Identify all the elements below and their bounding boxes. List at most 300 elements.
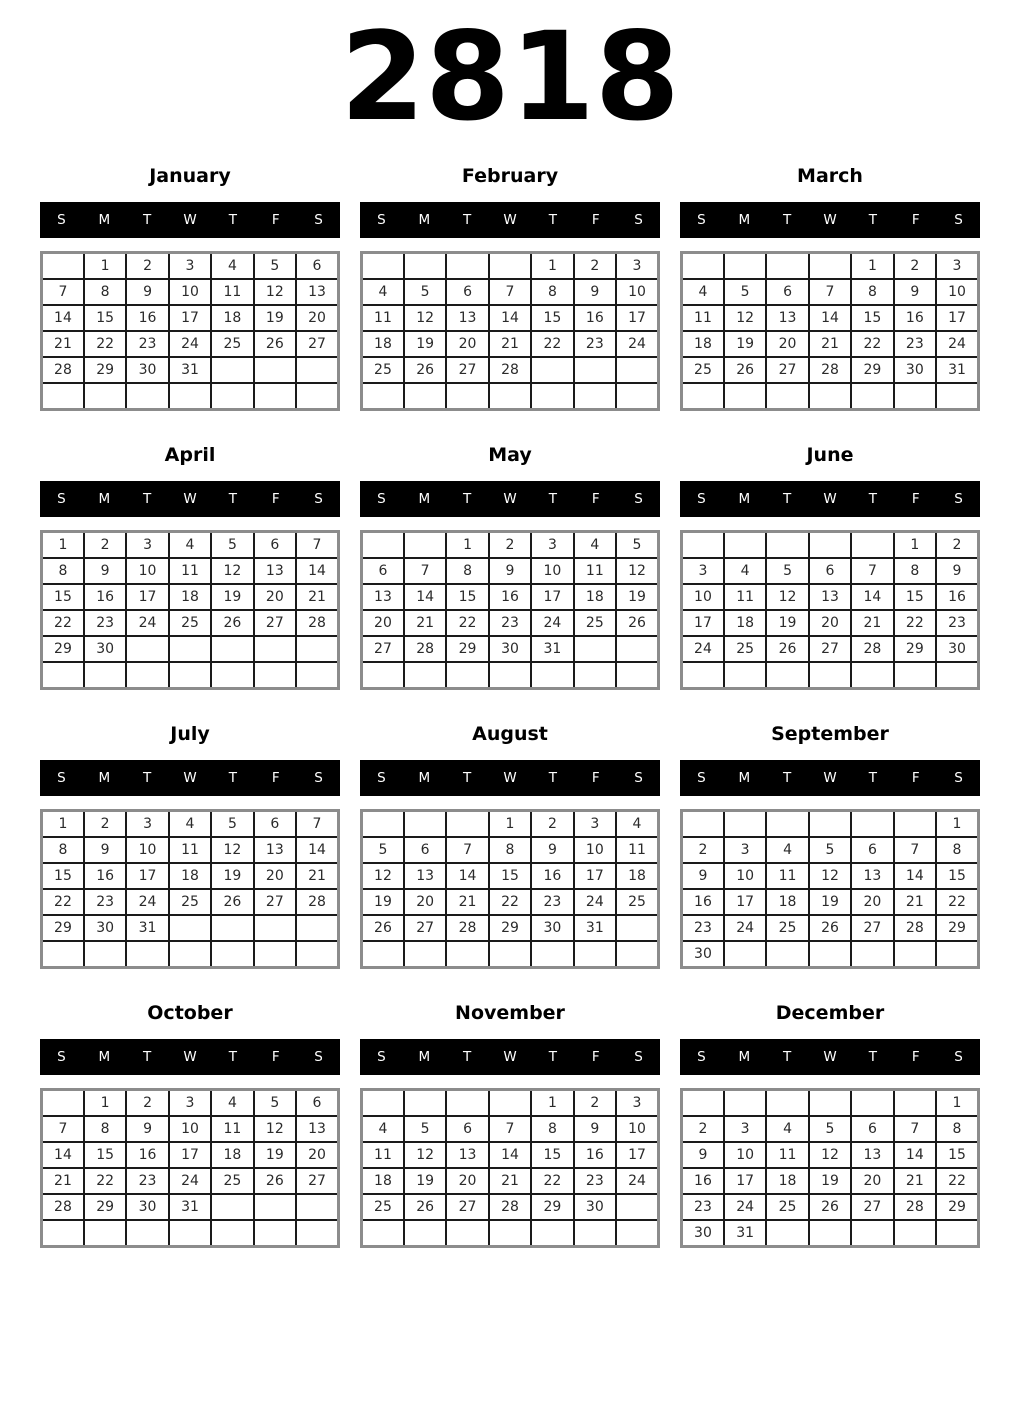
day-cell: 5	[766, 558, 808, 584]
day-cell: 15	[489, 863, 531, 889]
day-cell: 20	[296, 1142, 338, 1168]
weekday-label: S	[57, 212, 66, 228]
empty-day-cell	[211, 915, 253, 941]
month-march	[680, 160, 980, 419]
day-cell: 16	[682, 1168, 724, 1194]
day-cell: 4	[616, 811, 658, 838]
day-cell: 31	[126, 915, 168, 941]
empty-day-cell	[809, 662, 851, 689]
week-row	[362, 915, 659, 941]
day-cell: 15	[84, 1142, 126, 1168]
empty-day-cell	[404, 253, 446, 280]
day-cell: 25	[169, 889, 211, 915]
month-day-grid	[40, 251, 340, 411]
day-cell: 3	[169, 1090, 211, 1117]
day-cell: 23	[574, 331, 616, 357]
day-cell: 10	[936, 279, 978, 305]
empty-day-cell	[766, 383, 808, 410]
day-cell: 18	[616, 863, 658, 889]
week-row	[682, 610, 979, 636]
day-cell: 25	[574, 610, 616, 636]
day-cell: 8	[531, 279, 573, 305]
weekday-label: T	[228, 770, 237, 786]
day-cell: 13	[766, 305, 808, 331]
day-cell: 17	[616, 305, 658, 331]
day-cell: 10	[724, 1142, 766, 1168]
day-cell: 18	[169, 863, 211, 889]
week-row	[42, 889, 339, 915]
day-cell: 2	[84, 811, 126, 838]
day-cell: 10	[531, 558, 573, 584]
empty-day-cell	[446, 941, 488, 968]
weekday-label: T	[143, 770, 152, 786]
weekday-label: M	[418, 1049, 431, 1065]
weekday-label: S	[697, 491, 706, 507]
day-cell: 2	[574, 253, 616, 280]
day-cell: 15	[84, 305, 126, 331]
month-title: December	[775, 1002, 885, 1024]
week-row	[682, 941, 979, 968]
day-cell: 31	[169, 1194, 211, 1220]
day-cell: 22	[936, 1168, 978, 1194]
day-cell: 12	[211, 558, 253, 584]
day-cell: 7	[446, 837, 488, 863]
day-cell: 5	[616, 532, 658, 559]
empty-day-cell	[42, 1090, 84, 1117]
day-cell: 30	[682, 941, 724, 968]
empty-day-cell	[766, 662, 808, 689]
day-cell: 13	[296, 1116, 338, 1142]
empty-day-cell	[851, 532, 893, 559]
empty-day-cell	[766, 253, 808, 280]
day-cell: 31	[724, 1220, 766, 1247]
empty-day-cell	[211, 357, 253, 383]
empty-day-cell	[851, 811, 893, 838]
empty-day-cell	[809, 253, 851, 280]
day-cell: 24	[169, 1168, 211, 1194]
months-grid	[0, 160, 1020, 1256]
month-day-grid	[680, 530, 980, 690]
day-cell: 13	[446, 1142, 488, 1168]
empty-day-cell	[254, 662, 296, 689]
month-august	[360, 718, 660, 977]
empty-day-cell	[126, 662, 168, 689]
empty-day-cell	[809, 811, 851, 838]
day-cell: 25	[362, 1194, 404, 1220]
weekday-label: M	[738, 1049, 751, 1065]
empty-day-cell	[574, 662, 616, 689]
day-cell: 18	[766, 889, 808, 915]
empty-day-cell	[296, 941, 338, 968]
day-cell: 21	[42, 1168, 84, 1194]
day-cell: 16	[682, 889, 724, 915]
empty-day-cell	[894, 383, 936, 410]
weekday-label: T	[783, 212, 792, 228]
day-cell: 24	[169, 331, 211, 357]
day-cell: 6	[296, 253, 338, 280]
weekday-label: T	[228, 491, 237, 507]
week-row	[42, 279, 339, 305]
day-cell: 8	[42, 558, 84, 584]
day-cell: 1	[851, 253, 893, 280]
empty-day-cell	[724, 1090, 766, 1117]
weekday-label: S	[697, 770, 706, 786]
day-cell: 11	[766, 863, 808, 889]
empty-day-cell	[211, 662, 253, 689]
weekday-label: T	[868, 770, 877, 786]
week-row	[42, 915, 339, 941]
weekday-label: W	[183, 491, 197, 507]
day-cell: 6	[446, 279, 488, 305]
day-cell: 23	[894, 331, 936, 357]
day-cell: 17	[682, 610, 724, 636]
empty-day-cell	[362, 941, 404, 968]
weekday-label: T	[228, 212, 237, 228]
day-cell: 26	[254, 1168, 296, 1194]
weekday-label: T	[868, 212, 877, 228]
weekday-label: S	[954, 1049, 963, 1065]
day-cell: 3	[936, 253, 978, 280]
day-cell: 3	[574, 811, 616, 838]
month-april	[40, 439, 340, 698]
day-cell: 28	[894, 915, 936, 941]
day-cell: 6	[296, 1090, 338, 1117]
day-cell: 31	[936, 357, 978, 383]
empty-day-cell	[362, 532, 404, 559]
empty-day-cell	[296, 915, 338, 941]
day-cell: 20	[446, 1168, 488, 1194]
week-row	[682, 811, 979, 838]
day-cell: 12	[616, 558, 658, 584]
day-cell: 4	[362, 279, 404, 305]
month-february	[360, 160, 660, 419]
day-cell: 20	[404, 889, 446, 915]
empty-day-cell	[809, 1220, 851, 1247]
day-cell: 30	[84, 915, 126, 941]
empty-day-cell	[936, 1220, 978, 1247]
day-cell: 8	[936, 837, 978, 863]
month-day-grid	[360, 530, 660, 690]
day-cell: 26	[404, 1194, 446, 1220]
weekday-label: S	[377, 770, 386, 786]
day-cell: 9	[489, 558, 531, 584]
empty-day-cell	[404, 532, 446, 559]
empty-day-cell	[296, 383, 338, 410]
empty-day-cell	[489, 253, 531, 280]
weekday-label: T	[143, 491, 152, 507]
weekday-label: T	[228, 1049, 237, 1065]
day-cell: 16	[84, 584, 126, 610]
day-cell: 5	[254, 1090, 296, 1117]
day-cell: 11	[724, 584, 766, 610]
day-cell: 8	[851, 279, 893, 305]
day-cell: 11	[169, 837, 211, 863]
day-cell: 14	[404, 584, 446, 610]
day-cell: 1	[531, 1090, 573, 1117]
week-row	[682, 1142, 979, 1168]
day-cell: 27	[254, 889, 296, 915]
day-cell: 29	[42, 915, 84, 941]
weekday-label: T	[463, 770, 472, 786]
day-cell: 26	[809, 915, 851, 941]
empty-day-cell	[724, 662, 766, 689]
day-cell: 22	[894, 610, 936, 636]
day-cell: 12	[254, 1116, 296, 1142]
week-row	[682, 1220, 979, 1247]
week-row	[362, 383, 659, 410]
week-row	[682, 837, 979, 863]
weekday-label: W	[503, 1049, 517, 1065]
day-cell: 28	[809, 357, 851, 383]
day-cell: 5	[211, 532, 253, 559]
week-row	[362, 357, 659, 383]
day-cell: 21	[894, 889, 936, 915]
weekday-label: W	[823, 1049, 837, 1065]
day-cell: 20	[851, 889, 893, 915]
day-cell: 2	[531, 811, 573, 838]
day-cell: 19	[211, 863, 253, 889]
day-cell: 26	[724, 357, 766, 383]
empty-day-cell	[894, 1090, 936, 1117]
empty-day-cell	[404, 1220, 446, 1247]
day-cell: 4	[574, 532, 616, 559]
week-row	[42, 1194, 339, 1220]
empty-day-cell	[362, 253, 404, 280]
day-cell: 29	[84, 1194, 126, 1220]
day-cell: 1	[42, 811, 84, 838]
day-cell: 21	[296, 863, 338, 889]
empty-day-cell	[724, 941, 766, 968]
month-title: April	[164, 444, 216, 466]
day-cell: 17	[169, 305, 211, 331]
week-row	[362, 662, 659, 689]
day-cell: 21	[489, 331, 531, 357]
empty-day-cell	[404, 941, 446, 968]
month-day-grid	[360, 251, 660, 411]
day-cell: 19	[809, 889, 851, 915]
weekday-label: S	[314, 491, 323, 507]
weekday-label: S	[377, 212, 386, 228]
day-cell: 14	[42, 305, 84, 331]
week-row	[42, 558, 339, 584]
week-row	[42, 636, 339, 662]
day-cell: 19	[616, 584, 658, 610]
week-row	[42, 1116, 339, 1142]
weekday-label: F	[591, 1049, 600, 1065]
empty-day-cell	[574, 636, 616, 662]
month-title: March	[797, 165, 863, 187]
empty-day-cell	[169, 662, 211, 689]
day-cell: 24	[126, 610, 168, 636]
weekday-label: F	[591, 770, 600, 786]
day-cell: 6	[766, 279, 808, 305]
weekday-header-row	[360, 481, 660, 517]
weekday-label: F	[591, 212, 600, 228]
weekday-label: M	[98, 491, 111, 507]
day-cell: 8	[84, 1116, 126, 1142]
week-row	[682, 863, 979, 889]
day-cell: 22	[42, 610, 84, 636]
day-cell: 25	[211, 331, 253, 357]
weekday-label: W	[503, 491, 517, 507]
weekday-label: M	[98, 212, 111, 228]
day-cell: 12	[362, 863, 404, 889]
month-july	[40, 718, 340, 977]
empty-day-cell	[42, 383, 84, 410]
day-cell: 15	[531, 305, 573, 331]
day-cell: 5	[404, 1116, 446, 1142]
week-row	[682, 1194, 979, 1220]
day-cell: 26	[362, 915, 404, 941]
day-cell: 17	[531, 584, 573, 610]
week-row	[42, 1142, 339, 1168]
day-cell: 17	[126, 584, 168, 610]
day-cell: 21	[851, 610, 893, 636]
day-cell: 22	[851, 331, 893, 357]
day-cell: 28	[489, 357, 531, 383]
day-cell: 27	[254, 610, 296, 636]
empty-day-cell	[531, 1220, 573, 1247]
week-row	[682, 383, 979, 410]
weekday-label: W	[503, 770, 517, 786]
day-cell: 14	[851, 584, 893, 610]
day-cell: 9	[936, 558, 978, 584]
month-september	[680, 718, 980, 977]
week-row	[682, 1168, 979, 1194]
weekday-label: T	[783, 491, 792, 507]
weekday-label: S	[634, 212, 643, 228]
day-cell: 29	[531, 1194, 573, 1220]
weekday-label: T	[783, 770, 792, 786]
weekday-label: T	[463, 1049, 472, 1065]
day-cell: 30	[936, 636, 978, 662]
empty-day-cell	[296, 662, 338, 689]
day-cell: 28	[404, 636, 446, 662]
empty-day-cell	[936, 383, 978, 410]
weekday-label: F	[911, 770, 920, 786]
empty-day-cell	[446, 1220, 488, 1247]
empty-day-cell	[851, 1220, 893, 1247]
day-cell: 27	[766, 357, 808, 383]
day-cell: 1	[894, 532, 936, 559]
empty-day-cell	[254, 357, 296, 383]
day-cell: 26	[616, 610, 658, 636]
week-row	[42, 584, 339, 610]
day-cell: 21	[404, 610, 446, 636]
day-cell: 2	[936, 532, 978, 559]
weekday-label: T	[868, 491, 877, 507]
month-day-grid	[40, 530, 340, 690]
day-cell: 26	[211, 889, 253, 915]
day-cell: 4	[682, 279, 724, 305]
empty-day-cell	[169, 915, 211, 941]
empty-day-cell	[126, 383, 168, 410]
month-may	[360, 439, 660, 698]
empty-day-cell	[404, 1090, 446, 1117]
empty-day-cell	[489, 662, 531, 689]
day-cell: 27	[446, 357, 488, 383]
day-cell: 14	[489, 305, 531, 331]
day-cell: 7	[809, 279, 851, 305]
week-row	[362, 1194, 659, 1220]
day-cell: 4	[362, 1116, 404, 1142]
empty-day-cell	[296, 357, 338, 383]
empty-day-cell	[254, 941, 296, 968]
day-cell: 14	[446, 863, 488, 889]
month-title: November	[455, 1002, 565, 1024]
day-cell: 17	[169, 1142, 211, 1168]
weekday-header-row	[40, 202, 340, 238]
day-cell: 27	[851, 1194, 893, 1220]
weekday-label: T	[548, 491, 557, 507]
empty-day-cell	[211, 636, 253, 662]
day-cell: 27	[446, 1194, 488, 1220]
day-cell: 28	[296, 610, 338, 636]
day-cell: 13	[809, 584, 851, 610]
day-cell: 24	[616, 1168, 658, 1194]
empty-day-cell	[766, 1220, 808, 1247]
day-cell: 24	[531, 610, 573, 636]
day-cell: 2	[574, 1090, 616, 1117]
weekday-label: M	[418, 212, 431, 228]
week-row	[42, 610, 339, 636]
week-row	[682, 889, 979, 915]
weekday-label: S	[314, 1049, 323, 1065]
day-cell: 10	[574, 837, 616, 863]
day-cell: 29	[936, 1194, 978, 1220]
day-cell: 9	[531, 837, 573, 863]
day-cell: 30	[84, 636, 126, 662]
week-row	[42, 1090, 339, 1117]
empty-day-cell	[446, 1090, 488, 1117]
day-cell: 20	[254, 863, 296, 889]
day-cell: 13	[851, 1142, 893, 1168]
week-row	[682, 584, 979, 610]
day-cell: 15	[446, 584, 488, 610]
day-cell: 7	[296, 811, 338, 838]
weekday-label: T	[143, 212, 152, 228]
day-cell: 2	[84, 532, 126, 559]
month-title: October	[147, 1002, 233, 1024]
week-row	[362, 889, 659, 915]
day-cell: 4	[169, 532, 211, 559]
day-cell: 23	[936, 610, 978, 636]
day-cell: 10	[616, 1116, 658, 1142]
day-cell: 10	[169, 1116, 211, 1142]
empty-day-cell	[211, 1194, 253, 1220]
day-cell: 14	[894, 863, 936, 889]
week-row	[682, 357, 979, 383]
week-row	[42, 941, 339, 968]
empty-day-cell	[169, 941, 211, 968]
weekday-header-row	[40, 481, 340, 517]
day-cell: 4	[724, 558, 766, 584]
day-cell: 5	[809, 837, 851, 863]
day-cell: 29	[42, 636, 84, 662]
week-row	[362, 610, 659, 636]
day-cell: 7	[894, 837, 936, 863]
day-cell: 25	[211, 1168, 253, 1194]
day-cell: 1	[84, 253, 126, 280]
day-cell: 12	[766, 584, 808, 610]
empty-day-cell	[42, 941, 84, 968]
empty-day-cell	[682, 1090, 724, 1117]
empty-day-cell	[169, 1220, 211, 1247]
day-cell: 7	[296, 532, 338, 559]
day-cell: 20	[254, 584, 296, 610]
empty-day-cell	[574, 941, 616, 968]
day-cell: 14	[42, 1142, 84, 1168]
